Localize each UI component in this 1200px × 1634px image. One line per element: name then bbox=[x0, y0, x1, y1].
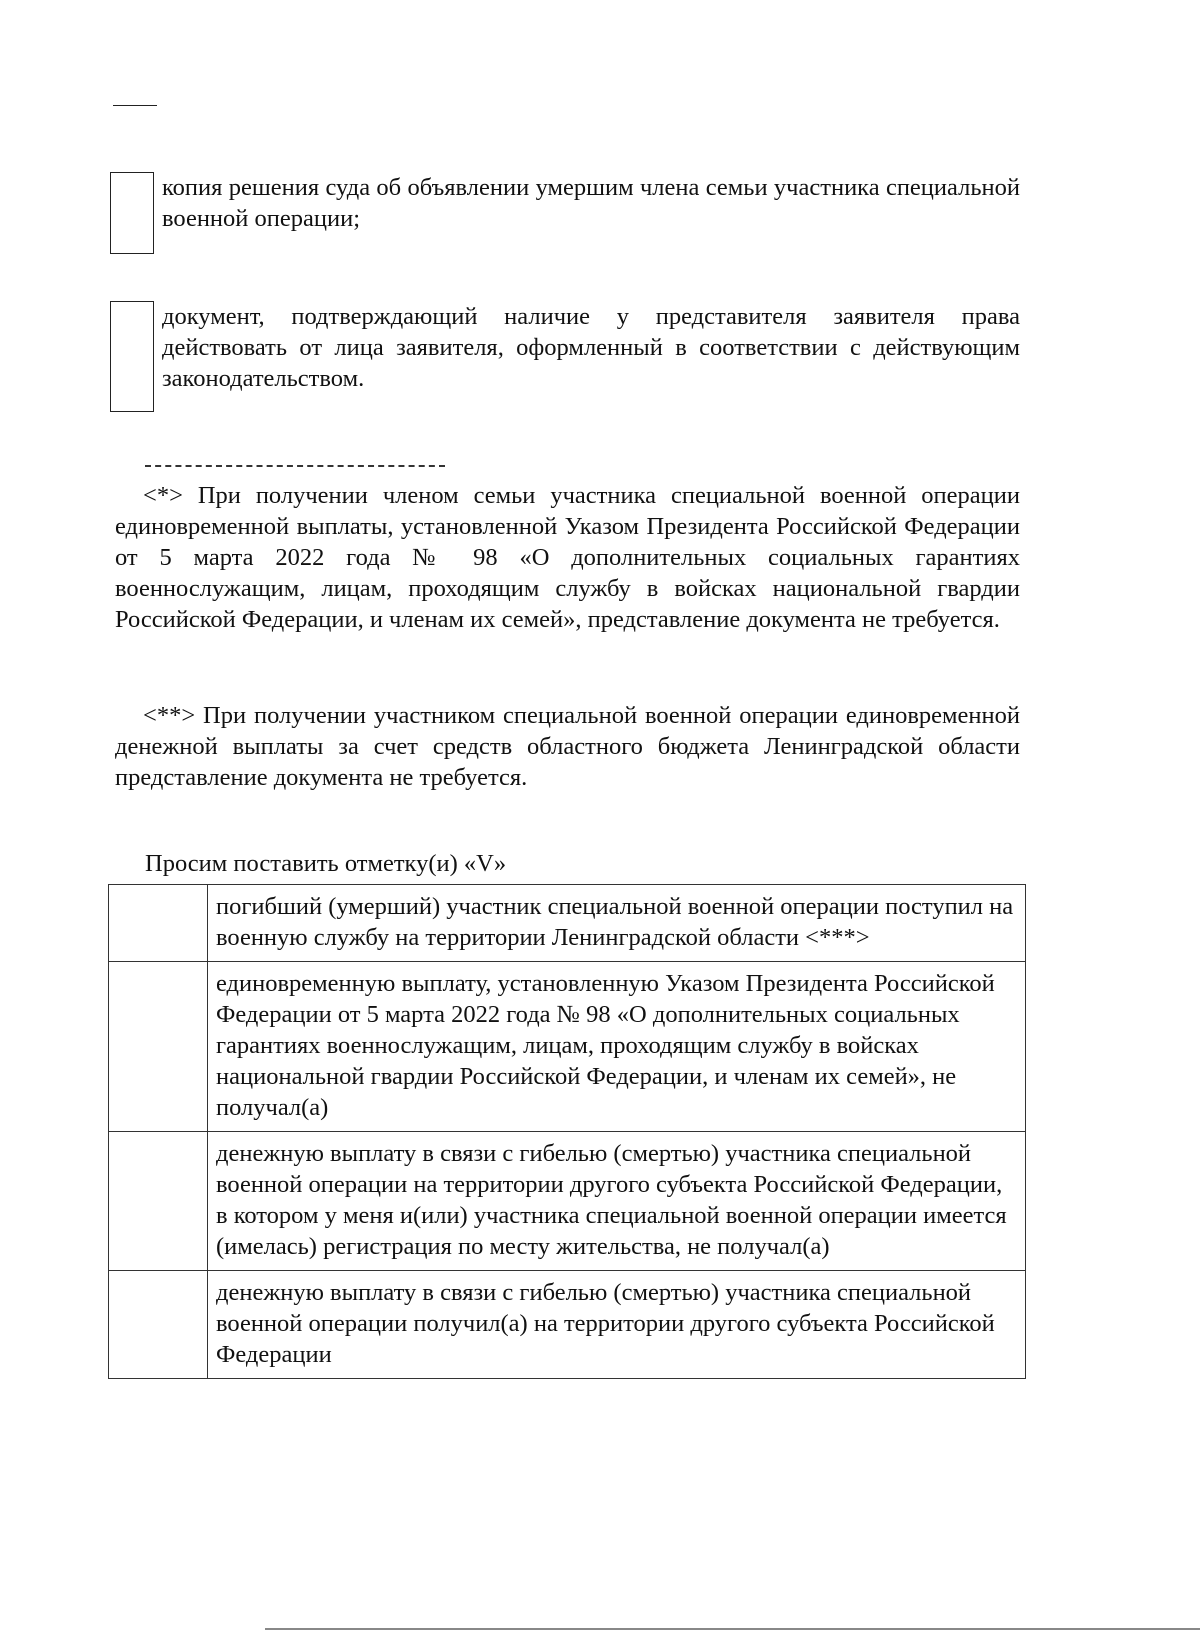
mark-prompt: Просим поставить отметку(и) «V» bbox=[145, 850, 507, 877]
document-item-text: копия решения суда об объявлении умершим члена семьи участника специальной военной операции; bbox=[162, 174, 1020, 232]
table-row bbox=[109, 962, 1026, 1132]
choice-text: денежную выплату в связи с гибелью (смертью) участника специальной военной операции на территории другого субъекта Российской Федерации, в котором у меня и(или) участника специальной военной операции имеется (имелась) регистрация по месту жительства, не получал(а) bbox=[208, 1132, 1026, 1271]
document-item-representative-authority bbox=[110, 301, 1020, 412]
footnote-separator bbox=[145, 465, 445, 467]
mark-cell-1[interactable] bbox=[109, 885, 208, 962]
footnote-1: <*> При получении членом семьи участника специальной военной операции единовременной выплаты, установленной Указом Президента Российской Федерации от 5 марта 2022 года № 98 «О дополнительных социальных гарантиях военнослужащим, лицам, проходящим службу в войсках национальной гвардии Российской Федерации, и членам их семей», представление документа не требуется. bbox=[115, 482, 1020, 633]
footnote-2: <**> При получении участником специальной военной операции единовременной денежной выплаты за счет средств областного бюджета Ленинградской области представление документа не требуется. bbox=[115, 702, 1020, 791]
table-row bbox=[109, 885, 1026, 962]
choice-text: погибший (умерший) участник специальной военной операции поступил на военную службу на территории Ленинградской области <***> bbox=[208, 885, 1026, 962]
document-item-court-decision bbox=[110, 172, 1020, 254]
document-item-text: документ, подтверждающий наличие у представителя заявителя права действовать от лица заявителя, оформленный в соответствии с действующим законодательством. bbox=[162, 303, 1020, 392]
checkbox-representative-authority[interactable] bbox=[110, 301, 154, 412]
top-dash-mark bbox=[113, 105, 157, 106]
table-row bbox=[109, 1271, 1026, 1379]
choices-table bbox=[108, 884, 1026, 1379]
mark-cell-2[interactable] bbox=[109, 962, 208, 1132]
choice-text: единовременную выплату, установленную Указом Президента Российской Федерации от 5 марта 2022 года № 98 «О дополнительных социальных гарантиях военнослужащим, лицам, проходящим службу в войсках национальной гвардии Российской Федерации, и членам их семей», не получал(а) bbox=[208, 962, 1026, 1132]
choice-text: денежную выплату в связи с гибелью (смертью) участника специальной военной операции получил(а) на территории другого субъекта Российской Федерации bbox=[208, 1271, 1026, 1379]
page-bottom-edge bbox=[265, 1628, 1200, 1630]
mark-cell-4[interactable] bbox=[109, 1271, 208, 1379]
mark-cell-3[interactable] bbox=[109, 1132, 208, 1271]
table-row bbox=[109, 1132, 1026, 1271]
checkbox-court-decision[interactable] bbox=[110, 172, 154, 254]
